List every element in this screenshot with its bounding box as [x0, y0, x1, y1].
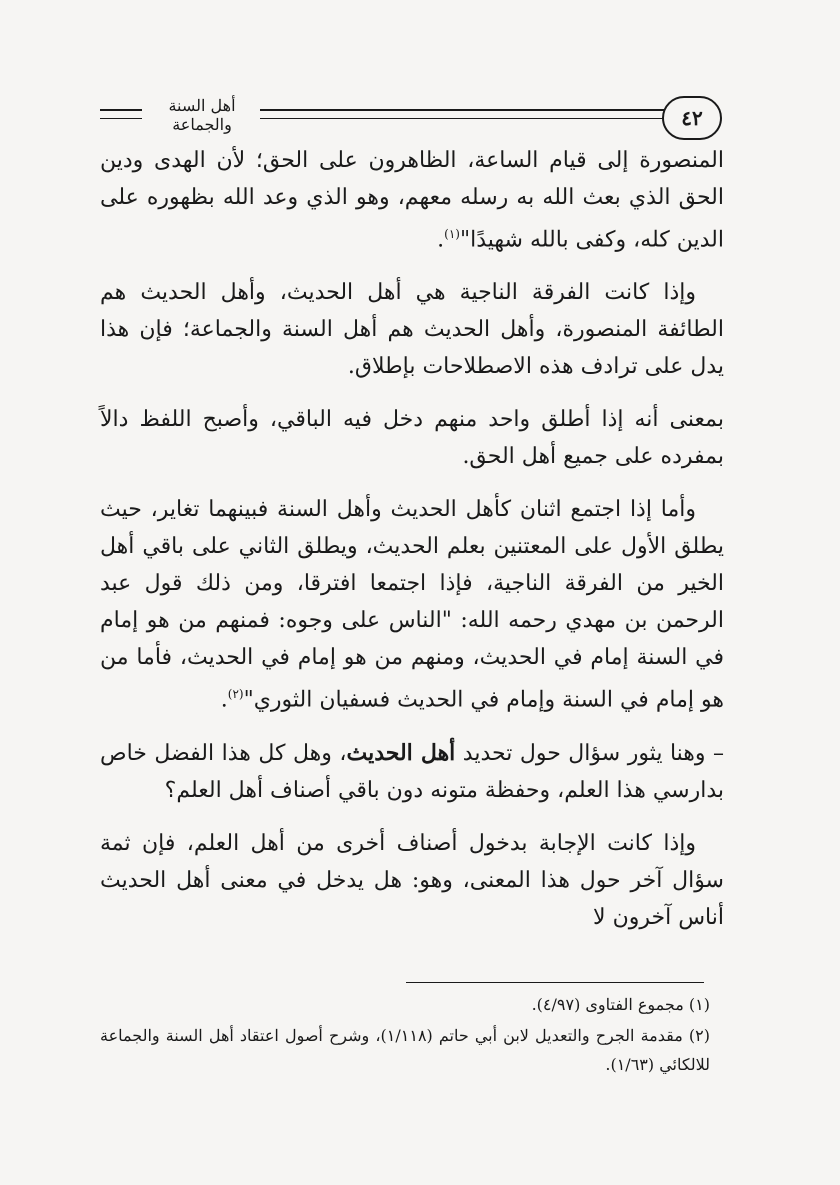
footnote-ref: (١)	[444, 227, 460, 241]
header-rule-short	[100, 109, 142, 119]
paragraph-text: المنصورة إلى قيام الساعة، الظاهرون على الحق؛ لأن الهدى ودين الحق الذي بعث الله به رسله معهم، وهو الذي وعد الله بظهوره على الدين كله، وكفى بالله شهيدًا"	[100, 148, 724, 253]
period: .	[220, 687, 228, 713]
body-text	[100, 142, 724, 952]
paragraph: وإذا كانت الفرقة الناجية هي أهل الحديث، وأهل الحديث هم الطائفة المنصورة، وأهل الحديث هم أهل السنة والجماعة؛ فإن هذا يدل على ترادف هذه الاصطلاحات بإطلاق.	[100, 280, 724, 380]
bold-term: أهل الحديث	[346, 739, 456, 766]
running-title: أهل السنة والجماعة	[168, 96, 236, 134]
page-number: ٤٢	[662, 96, 722, 140]
period: .	[437, 227, 445, 253]
paragraph	[100, 491, 724, 718]
paragraph	[100, 735, 724, 809]
paragraph-text: وأما إذا اجتمع اثنان كأهل الحديث وأهل السنة فبينهما تغاير، حيث يطلق الأول على المعتنين بعلم الحديث، ويطلق الثاني على باقي أهل الخير من الفرقة الناجية، فإذا اجتمعا افترقا، ومن ذلك قول عبد الرحمن بن مهدي رحمه الله: "الناس على وجوه: فمنهم من هو إمام في السنة إمام في الحديث، ومنهم من هو إمام في الحديث، فأما من هو إمام في السنة وإمام في الحديث فسفيان الثوري"	[100, 497, 724, 713]
footnote: (٢) مقدمة الجرح والتعديل لابن أبي حاتم (١/١١٨)، وشرح أصول اعتقاد أهل السنة والجماعة للالكائي (١/٦٣).	[100, 1026, 710, 1074]
page-header	[100, 96, 722, 140]
header-rule	[260, 109, 664, 119]
footnote: (١) مجموع الفتاوى (٤/٩٧).	[531, 995, 710, 1014]
paragraph-text: ، وهل كل هذا الفضل خاص بدارسي هذا العلم، وحفظة متونه دون باقي أصناف أهل العلم؟	[100, 740, 724, 803]
paragraph	[100, 142, 724, 258]
footnotes	[100, 990, 710, 1081]
paragraph: وإذا كانت الإجابة بدخول أصناف أخرى من أهل العلم، فإن ثمة سؤال آخر حول هذا المعنى، وهو: هل يدخل في معنى أهل الحديث أناس آخرون لا	[100, 830, 724, 930]
paragraph: بمعنى أنه إذا أطلق واحد منهم دخل فيه الباقي، وأصبح اللفظ دالاً بمفرده على جميع أهل الحق.	[100, 407, 724, 470]
paragraph-text: – وهنا يثور سؤال حول تحديد	[455, 740, 725, 766]
footnote-ref: (٢)	[227, 687, 244, 702]
footnote-separator	[406, 982, 704, 983]
